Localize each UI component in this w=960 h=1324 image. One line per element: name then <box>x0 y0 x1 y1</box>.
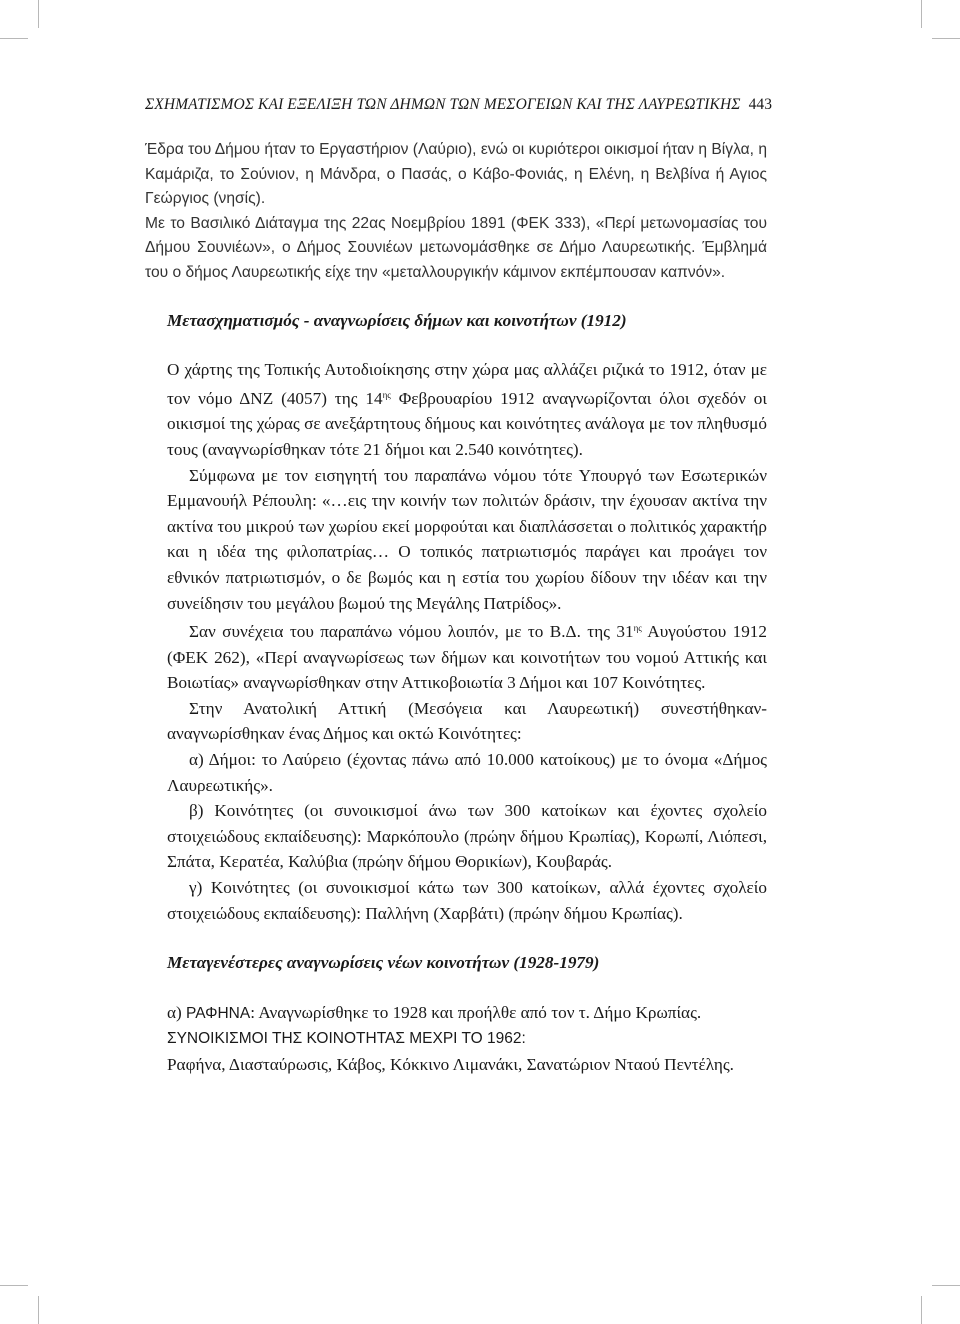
crop-mark <box>38 1296 39 1324</box>
intro-paragraph: Με το Βασιλικό Διάταγμα της 22ας Νοεμβρίου 1891 (ΦΕΚ 333), «Περί μετωνομασίας του Δήμου Σουνιέων», ο Δήμος Σουνιέων μετωνομάσθηκε σε Δήμο Λαυρεωτικής. Έμβλημά του ο δήμος Λαυρεωτικής είχε την «μεταλλουργικήν κάμινον εκπέμπουσαν καπνόν». <box>145 214 767 281</box>
body-paragraph: Σύμφωνα με τον εισηγητή του παραπάνω νόμου τότε Υπουργό των Εσωτερικών Εμμανουήλ Ρέπουλη: «…εις την κοινήν των πολιτών δράσιν, την έχουσαν ακτίνα την ακτίνα του μικρού των χωρίου εκεί μορφούται και διαπλάσσεται ο πολιτικός χαρακτήρ και η ιδέα της φιλοπατρίας… Ο τοπικός πατριωτισμός παράγει και προάγει τον εθνικόν πατριωτισμόν, ο δε βωμός και η εστία του χωρίου δίδουν την ιδέαν και την συνείδησιν του μεγάλου βωμού της Μεγάλης Πατρίδος». <box>167 465 767 613</box>
page <box>145 96 773 1078</box>
crop-mark <box>932 38 960 39</box>
section-1 <box>167 308 767 927</box>
list-item: α) Δήμοι: το Λαύρειο (έχοντας πάνω από 10.000 κατοίκους) με το όνομα «Δήμος Λαυρεωτικής». <box>167 750 767 795</box>
section-title: Μετασχηματισμός - αναγνωρίσεις δήμων και κοινοτήτων (1912) <box>167 310 627 330</box>
text-run: Αυγούστου 1912 (ΦΕΚ 262), «Περί αναγνωρίσεως των δήμων και κοινοτήτων του νομού Αττικής και Βοιωτίας» αναγνωρίσθηκαν στην Αττικοβοιωτία 3 Δήμοι και 107 Κοινότητες. <box>167 622 767 693</box>
text-run: α) <box>167 1002 187 1022</box>
intro-paragraph: Έδρα του Δήμου ήταν το Εργαστήριον (Λαύριο), ενώ οι κυριότεροι οικισμοί ήταν η Βίγλα, η Καμάριζα, το Σούνιον, η Μάνδρα, ο Πασάς, ο Κάβο-Φονιάς, η Ελένη, η Βελβίνα ή Αγιος Γεώργιος (νησίς). <box>145 141 767 208</box>
crop-mark <box>0 1285 28 1286</box>
text-run: Σαν συνέχεια του παραπάνω νόμου λοιπόν, με το Β.Δ. της 31 <box>189 622 634 642</box>
list-item <box>167 1000 767 1027</box>
text-run: Ο χάρτης της Τοπικής Αυτοδιοίκησης στην χώρα μας αλλάζει ριζικά το 1912, όταν με τον νόμο ΔΝΖ (4057) της 14 <box>167 360 767 408</box>
page-number: 443 <box>748 96 773 113</box>
intro-block <box>145 138 767 286</box>
crop-mark <box>932 1285 960 1286</box>
running-head <box>145 96 773 114</box>
settlements-heading: ΣΥΝΟΙΚΙΣΜΟΙ ΤΗΣ ΚΟΙΝΟΤΗΤΑΣ ΜΕΧΡΙ ΤΟ 1962: <box>167 1030 526 1048</box>
text-run: Φεβρουαρίου 1912 αναγνωρίζονται όλοι σχεδόν οι οικισμοί της χώρας σε ανεξάρτητους δήμους και κοινότητες ανάλογα με τον πληθυσμό τους (αναγνωρίσθηκαν τότε 21 δήμοι και 2.540 κοινότητες). <box>167 388 768 459</box>
crop-mark <box>0 38 28 39</box>
superscript: ης <box>633 623 642 634</box>
section-2 <box>167 950 767 1077</box>
list-item: β) Κοινότητες (οι συνοικισμοί άνω των 300 κατοίκων και έχοντες σχολείο στοιχειώδους εκπαίδευσης): Μαρκόπουλο (πρώην δήμου Κρωπίας), Κορωπί, Λιόπεσι, Σπάτα, Κερατέα, Καλύβια (πρώην δήμου Θορικίων), Κουβαράς. <box>167 801 767 872</box>
body-paragraph: Στην Ανατολική Αττική (Μεσόγεια και Λαυρεωτική) συνεστήθηκαν-αναγνωρίσθηκαν ένας Δήμος και οκτώ Κοινότητες: <box>167 698 767 744</box>
crop-mark <box>38 0 39 28</box>
body-paragraph <box>167 357 767 462</box>
section-title: Μεταγενέστερες αναγνωρίσεις νέων κοινοτήτων (1928-1979) <box>167 953 600 973</box>
superscript: ης <box>382 389 391 400</box>
text-run: : Αναγνωρίσθηκε το 1928 και προήλθε από τον τ. Δήμο Κρωπίας. <box>250 1002 702 1022</box>
list-item: γ) Κοινότητες (οι συνοικισμοί κάτω των 300 κατοίκων, αλλά έχοντες σχολείο στοιχειώδους εκπαίδευσης): Παλλήνη (Χαρβάτι) (πρώην δήμου Κρωπίας). <box>167 878 767 923</box>
crop-mark <box>921 0 922 28</box>
settlements-list: Ραφήνα, Διασταύρωσις, Κάβος, Κόκκινο Λιμανάκι, Σανατώριον Νταού Πεντέλης. <box>167 1055 734 1074</box>
body-paragraph <box>167 616 767 696</box>
running-head-title: ΣΧΗΜΑΤΙΣΜΟΣ ΚΑΙ ΕΞΕΛΙΞΗ ΤΩΝ ΔΗΜΩΝ ΤΩΝ ΜΕΣΟΓΕΙΩΝ ΚΑΙ ΤΗΣ ΛΑΥΡΕΩΤΙΚΗΣ <box>145 96 741 113</box>
crop-mark <box>921 1296 922 1324</box>
place-name: ΡΑΦΗΝΑ <box>186 1004 251 1022</box>
